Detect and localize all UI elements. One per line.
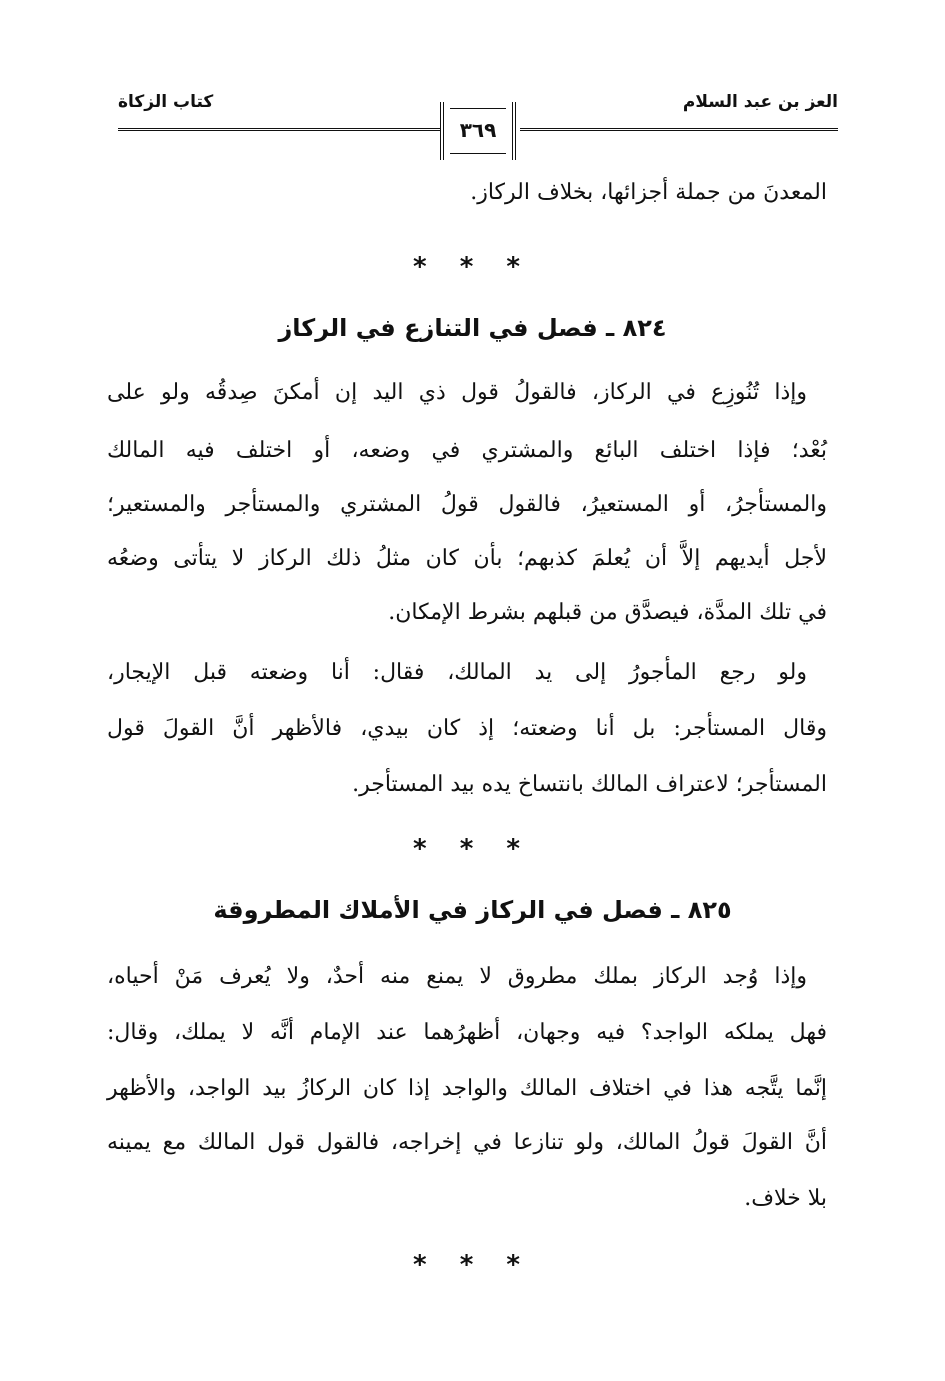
page-number: ٣٦٩	[459, 118, 497, 142]
paragraph-line: المستأجر؛ لاعتراف المالك بانتساخ يده بيد المستأجر.	[352, 772, 827, 797]
page-number-frame	[440, 102, 516, 160]
page-header	[118, 88, 838, 168]
paragraph-line: بلا خلاف.	[744, 1186, 827, 1211]
paragraph-line: ولو رجع المأجورُ إلى يد المالك، فقال: أنا وضعته قبل الإيجار،	[107, 660, 807, 685]
paragraph-line: وإذا وُجد الركاز بملك مطروق لا يمنع منه أحدٌ، ولا يُعرف مَنْ أحياه،	[107, 964, 807, 989]
book-running-title: كتاب الزكاة	[118, 92, 214, 112]
paragraph-line: بُعْد؛ فإذا اختلف البائع والمشتري في وضعه، أو اختلف فيه المالك	[107, 438, 827, 463]
paragraph-line: فهل يملكه الواجد؟ فيه وجهان، أظهرُهما عند الإمام أنَّه لا يملك، وقال:	[107, 1020, 827, 1045]
paragraph-line: أنَّ القولَ قولُ المالك، ولو تنازعا في إخراجه، فالقول قول المالك مع يمينه	[107, 1130, 827, 1155]
header-rule-left	[118, 128, 440, 131]
paragraph-line: في تلك المدَّة، فيصدَّق من قبلهم بشرط الإمكان.	[388, 600, 827, 625]
header-rule-right	[520, 128, 838, 131]
section-separator: * * *	[413, 252, 532, 282]
section-heading-824: ٨٢٤ ـ فصل في التنازع في الركاز	[278, 314, 667, 342]
paragraph-line: لأجل أيديهم إلاَّ أن يُعلمَ كذبهم؛ بأن كان مثلُ ذلك الركاز لا يتأتى وضعُه	[107, 546, 827, 571]
intro-line: المعدنَ من جملة أجزائها، بخلاف الركاز.	[470, 180, 827, 205]
paragraph-line: والمستأجرُ، أو المستعيرُ، فالقول قولُ المشتري والمستأجر والمستعير؛	[107, 492, 827, 517]
author-running-title: العز بن عبد السلام	[682, 92, 838, 112]
paragraph-line: وإذا تُنُوزِع في الركاز، فالقولُ قول ذي اليد إن أمكنَ صِدقُه ولو على	[107, 380, 807, 405]
paragraph-line: وقال المستأجر: بل أنا وضعته؛ إذ كان بيدي، فالأظهر أنَّ القولَ قول	[107, 716, 827, 741]
section-separator: * * *	[413, 1250, 532, 1280]
section-separator: * * *	[413, 834, 532, 864]
paragraph-line: إنَّما يتَّجه هذا في اختلاف المالك والواجد إذا كان الركازُ بيد الواجد، والأظهر	[107, 1076, 827, 1101]
section-heading-825: ٨٢٥ ـ فصل في الركاز في الأملاك المطروقة	[213, 896, 732, 924]
